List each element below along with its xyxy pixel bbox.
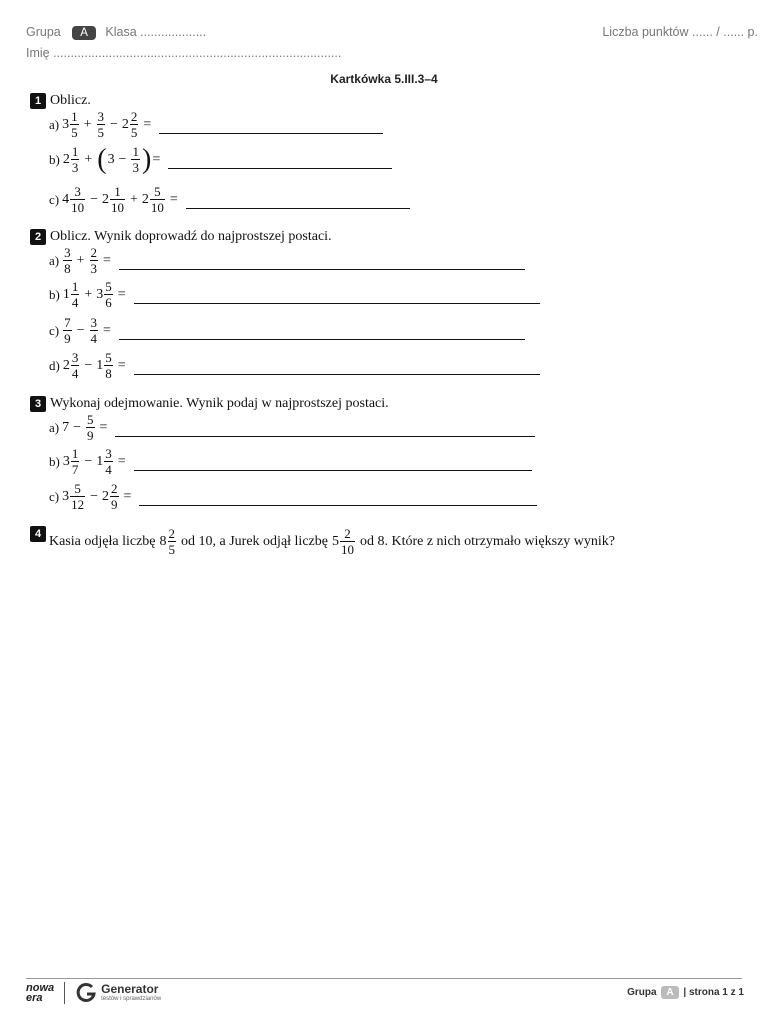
operator: = [123, 488, 132, 504]
whole: 3 [107, 151, 115, 167]
denominator: 7 [71, 462, 79, 477]
answer-line[interactable] [168, 158, 392, 169]
item-label: c) [49, 191, 60, 207]
operator: + [84, 286, 93, 302]
answer-line[interactable] [119, 329, 525, 340]
task-text: od 10, a Jurek odjął liczbę [181, 533, 328, 549]
fraction [71, 351, 80, 380]
fraction [71, 280, 80, 309]
whole: 8 [159, 533, 167, 549]
footer-brand [26, 982, 161, 1004]
task-3c [49, 482, 537, 511]
logo-text: era [26, 992, 43, 1004]
task-1a [49, 110, 383, 139]
logo-divider [64, 982, 65, 1004]
denominator: 4 [71, 366, 79, 381]
task-4-text [49, 527, 615, 556]
operator: − [90, 191, 99, 207]
generator-subtitle: testów i sprawdzianów [101, 996, 162, 1002]
task-number: 3 [30, 396, 46, 412]
operator: − [76, 322, 85, 338]
footer-divider [26, 978, 742, 979]
whole: 2 [121, 116, 129, 132]
task-2b [49, 280, 540, 309]
numerator: 2 [344, 526, 351, 541]
whole: 3 [62, 453, 70, 469]
numerator: 1 [71, 144, 79, 159]
item-label: a) [49, 419, 60, 435]
operator: + [130, 191, 138, 207]
name-field: Imię ................................................................................... [26, 46, 342, 60]
task-2a [49, 246, 525, 275]
operator: = [99, 419, 108, 435]
whole: 1 [62, 286, 70, 302]
denominator: 12 [71, 497, 85, 512]
item-label: b) [49, 453, 60, 469]
fraction [71, 447, 80, 476]
operator: = [117, 453, 126, 469]
denominator: 5 [130, 125, 138, 140]
page-title: Kartkówka 5.III.3–4 [330, 72, 438, 86]
operator: + [76, 252, 85, 268]
operator: − [84, 357, 93, 373]
denominator: 4 [105, 462, 112, 477]
answer-line[interactable] [159, 123, 383, 134]
fraction [131, 145, 140, 174]
denominator: 3 [132, 160, 139, 175]
footer-group-label: Grupa [627, 987, 657, 998]
fraction [70, 185, 85, 214]
task-2c [49, 316, 525, 345]
header-group-class [26, 25, 206, 40]
numerator: 1 [71, 279, 79, 294]
operator: = [117, 286, 126, 302]
fraction [104, 351, 113, 380]
whole: 4 [62, 191, 70, 207]
whole: 2 [62, 357, 70, 373]
answer-line[interactable] [139, 495, 537, 506]
task-text: od 8. Które z nich otrzymało większy wynik? [359, 533, 616, 549]
whole: 3 [62, 488, 70, 504]
denominator: 3 [90, 261, 98, 276]
fraction [90, 246, 99, 275]
whole: 1 [96, 357, 104, 373]
operator: = [143, 116, 152, 132]
class-field: Klasa ................... [105, 25, 207, 39]
fraction [104, 447, 113, 476]
denominator: 4 [90, 331, 98, 346]
denominator: 8 [105, 366, 112, 381]
numerator: 2 [111, 481, 118, 496]
fraction [70, 482, 85, 511]
denominator: 10 [150, 200, 164, 215]
answer-line[interactable] [134, 460, 532, 471]
item-label: d) [49, 357, 60, 373]
item-label: b) [49, 151, 60, 167]
task-2d [49, 351, 540, 380]
task-number: 1 [30, 93, 46, 109]
answer-line[interactable] [115, 426, 535, 437]
fraction [104, 280, 113, 309]
numerator: 2 [130, 109, 138, 124]
fraction [110, 482, 119, 511]
denominator: 10 [71, 200, 85, 215]
whole: 1 [96, 453, 104, 469]
whole: 2 [102, 191, 110, 207]
numerator: 3 [97, 109, 105, 124]
numerator: 3 [105, 446, 112, 461]
fraction [168, 527, 177, 556]
numerator: 3 [90, 315, 98, 330]
numerator: 5 [105, 350, 112, 365]
whole: 5 [331, 533, 339, 549]
fraction [90, 316, 99, 345]
operator: = [103, 322, 111, 338]
numerator: 1 [71, 446, 79, 461]
task-3b [49, 447, 532, 476]
numerator: 2 [90, 245, 98, 260]
task-2-heading [30, 229, 332, 245]
operator: − [84, 453, 93, 469]
fraction [70, 110, 79, 139]
task-1b [49, 145, 392, 174]
operator: − [110, 116, 118, 132]
whole: 3 [62, 116, 70, 132]
generator-logo-icon [75, 982, 97, 1004]
denominator: 4 [71, 295, 79, 310]
item-label: c) [49, 322, 60, 338]
parenthesis: ) [141, 143, 152, 175]
task-3a [49, 413, 535, 442]
task-3-heading [30, 396, 389, 412]
numerator: 1 [71, 109, 78, 124]
item-label: a) [49, 252, 60, 268]
numerator: 7 [64, 315, 71, 330]
operator: = [117, 357, 126, 373]
operator: − [73, 419, 82, 435]
denominator: 10 [111, 200, 125, 215]
denominator: 5 [71, 125, 78, 140]
whole: 7 [62, 419, 70, 435]
numerator: 5 [105, 279, 112, 294]
fraction [97, 110, 106, 139]
operator: = [152, 151, 161, 167]
task-number: 2 [30, 229, 46, 245]
fraction [130, 110, 139, 139]
fraction [86, 413, 95, 442]
numerator: 1 [114, 184, 121, 199]
operator: = [103, 252, 111, 268]
numerator: 5 [74, 481, 81, 496]
answer-line[interactable] [134, 364, 540, 375]
whole: 2 [141, 191, 149, 207]
denominator: 9 [64, 331, 71, 346]
group-label: Grupa [26, 25, 61, 39]
task-text: Oblicz. [50, 93, 91, 108]
fraction [340, 527, 355, 556]
item-label: a) [49, 116, 60, 132]
task-1-heading [30, 93, 91, 109]
whole: 2 [62, 151, 70, 167]
numerator: 1 [132, 144, 139, 159]
denominator: 3 [71, 160, 79, 175]
task-4-heading [30, 526, 50, 542]
task-number: 4 [30, 526, 46, 542]
numerator: 2 [168, 526, 176, 541]
numerator: 5 [154, 184, 161, 199]
fraction [150, 185, 165, 214]
task-1c [49, 185, 410, 214]
task-text: Kasia odjęła liczbę [49, 533, 156, 549]
numerator: 3 [74, 184, 81, 199]
denominator: 8 [64, 261, 71, 276]
item-label: c) [49, 488, 60, 504]
numerator: 5 [87, 412, 94, 427]
denominator: 5 [97, 125, 105, 140]
denominator: 10 [340, 542, 354, 557]
operator: − [90, 488, 99, 504]
fraction [71, 145, 80, 174]
operator: + [84, 151, 93, 167]
task-text: Wykonaj odejmowanie. Wynik podaj w najprostszej postaci. [50, 396, 389, 411]
footer-group-badge: A [661, 986, 678, 999]
fraction [63, 316, 72, 345]
page-number: | strona 1 z 1 [683, 987, 744, 998]
task-text: Oblicz. Wynik doprowadź do najprostszej postaci. [50, 229, 332, 244]
points-field: Liczba punktów ...... / ...... p. [602, 25, 758, 39]
denominator: 6 [105, 295, 112, 310]
operator: − [118, 151, 127, 167]
answer-line[interactable] [134, 293, 540, 304]
whole: 2 [102, 488, 110, 504]
operator: = [169, 191, 178, 207]
parenthesis: ( [97, 143, 107, 175]
fraction [110, 185, 125, 214]
operator: + [83, 116, 92, 132]
logo-text: nowa [26, 982, 55, 994]
fraction [63, 246, 72, 275]
whole: 3 [96, 286, 104, 302]
item-label: b) [49, 286, 60, 302]
group-badge: A [72, 26, 96, 40]
numerator: 3 [71, 350, 79, 365]
denominator: 9 [111, 497, 118, 512]
denominator: 9 [87, 428, 94, 443]
footer-page-info [627, 986, 744, 999]
answer-line[interactable] [186, 198, 410, 209]
denominator: 5 [168, 542, 176, 557]
generator-title: Generator [101, 982, 159, 996]
nowa-era-logo [26, 983, 54, 1003]
numerator: 3 [64, 245, 71, 260]
answer-line[interactable] [119, 259, 525, 270]
